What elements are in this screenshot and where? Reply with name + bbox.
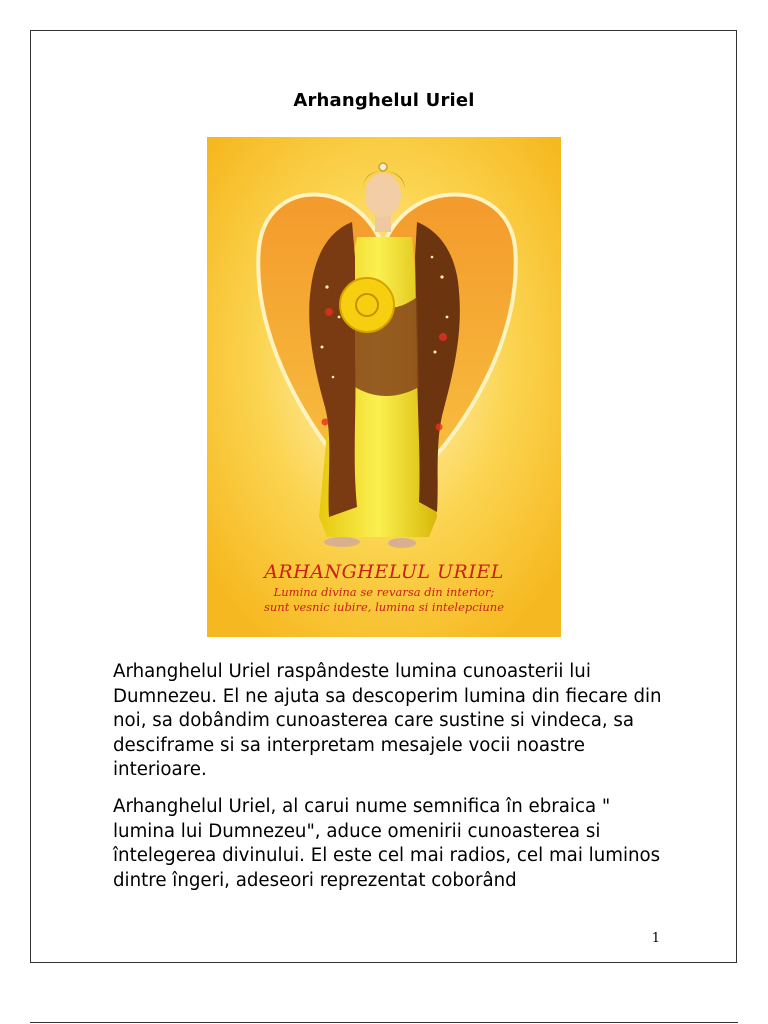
page-separator [30,1022,738,1023]
illustration-caption-line-1: Lumina divina se revarsa din interior; [273,585,495,599]
illustration-caption-line-2: sunt vesnic iubire, lumina si intelepciune [263,600,505,614]
body-paragraph-2: Arhanghelul Uriel, al carui nume semnifica în ebraica " lumina lui Dumnezeu", aduce omenirii cunoasterea si întelegerea divinului. El este cel mai radios, cel mai luminos dintre îngeri, adeseori reprezentat coborând [113,796,661,891]
document-title: Arhanghelul Uriel [293,90,475,111]
golden-orb [340,278,394,332]
page-number: 1 [651,931,660,946]
angel-head [365,173,401,217]
illustration-caption-title: ARHANGHELUL URIEL [264,561,504,583]
body-paragraph-1: Arhanghelul Uriel raspândeste lumina cunoasterii lui Dumnezeu. El ne ajuta sa descoperim lumina din fiecare din noi, sa dobândim cunoasterea care sustine si vindeca, sa desciframe si sa interpretam mesajele vocii noastre interioare. [113,661,662,780]
